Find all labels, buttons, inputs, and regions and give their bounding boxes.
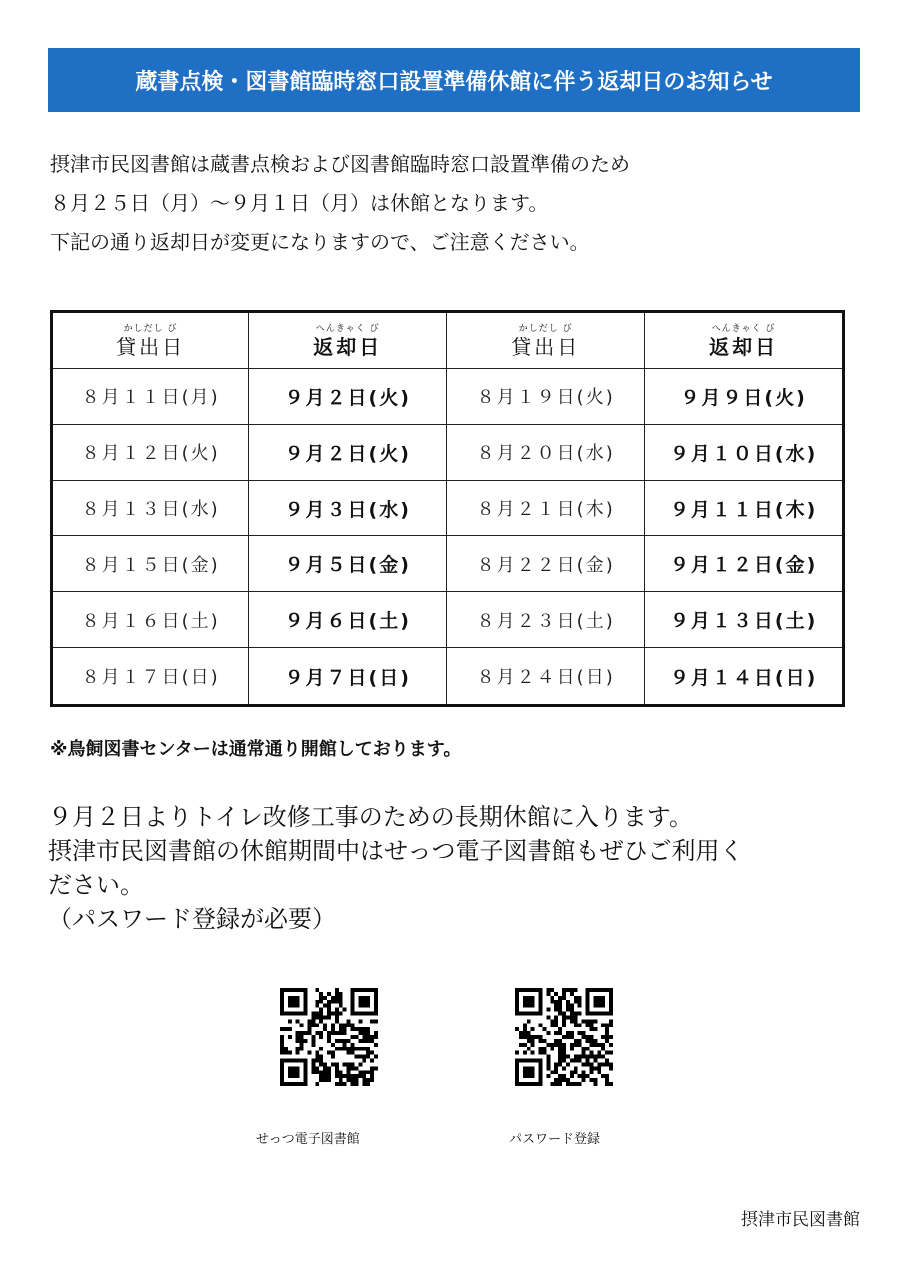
header-lending-date-2 — [447, 312, 645, 369]
intro-line-3: 下記の通り返却日が変更になりますので、ご注意ください。 — [50, 230, 590, 254]
lending-date-cell: ８月１２日(火) — [52, 424, 249, 480]
header-ruby: へんきゃく び — [711, 323, 776, 334]
lending-date-cell: ８月１６日(土) — [52, 592, 249, 648]
header-return-date-1 — [249, 312, 447, 369]
lending-date-cell: ８月２２日(金) — [447, 536, 645, 592]
return-date-cell: ９月２日(火) — [249, 424, 447, 480]
header-lending-date-1 — [52, 312, 249, 369]
repair-line-1: ９月２日よりトイレ改修工事のための長期休館に入ります。 — [48, 803, 693, 831]
return-date-cell: ９月１３日(土) — [645, 592, 844, 648]
return-date-cell: ９月９日(火) — [645, 369, 844, 425]
header-label: 返却日 — [709, 334, 779, 359]
intro-text — [50, 145, 630, 262]
notice-title: 蔵書点検・図書館臨時窓口設置準備休館に伴う返却日のお知らせ — [135, 69, 773, 95]
qr-label-denshi-library: せっつ電子図書館 — [256, 1132, 360, 1147]
intro-line-2: ８月２５日（月）〜９月１日（月）は休館となります。 — [50, 191, 549, 215]
return-date-cell: ９月３日(水) — [249, 480, 447, 536]
return-date-cell: ９月２日(火) — [249, 369, 447, 425]
lending-date-cell: ８月２４日(日) — [447, 648, 645, 706]
return-date-cell: ９月６日(土) — [249, 592, 447, 648]
table-row — [52, 480, 844, 536]
footer-library-name: 摂津市民図書館 — [741, 1210, 860, 1230]
repair-closure-notice — [48, 800, 868, 936]
repair-line-3: ださい。 — [48, 871, 144, 899]
repair-line-4: （パスワード登録が必要） — [48, 905, 336, 933]
return-date-cell: ９月７日(日) — [249, 648, 447, 706]
lending-date-cell: ８月１７日(日) — [52, 648, 249, 706]
table-row — [52, 369, 844, 425]
return-date-cell: ９月１４日(日) — [645, 648, 844, 706]
torikai-open-note: ※鳥飼図書センターは通常通り開館しております。 — [50, 739, 462, 760]
table-row — [52, 536, 844, 592]
lending-date-cell: ８月１９日(火) — [447, 369, 645, 425]
header-ruby: へんきゃく び — [315, 323, 380, 334]
qr-label-password-registration: パスワード登録 — [509, 1132, 601, 1147]
return-date-cell: ９月１２日(金) — [645, 536, 844, 592]
notice-title-banner — [48, 48, 860, 112]
table-row — [52, 424, 844, 480]
lending-date-cell: ８月２０日(水) — [447, 424, 645, 480]
header-label: 貸出日 — [116, 334, 186, 359]
return-date-table — [50, 310, 845, 707]
header-ruby: かしだし び — [518, 323, 573, 334]
repair-line-2: 摂津市民図書館の休館期間中はせっつ電子図書館もぜひご利用く — [48, 837, 744, 865]
header-label: 貸出日 — [511, 334, 581, 359]
intro-line-1: 摂津市民図書館は蔵書点検および図書館臨時窓口設置準備のため — [50, 152, 630, 176]
lending-date-cell: ８月２１日(木) — [447, 480, 645, 536]
return-date-cell: ９月１０日(水) — [645, 424, 844, 480]
lending-date-cell: ８月１３日(水) — [52, 480, 249, 536]
header-ruby: かしだし び — [123, 323, 178, 334]
table-row — [52, 592, 844, 648]
qr-code-password-registration[interactable] — [515, 988, 613, 1086]
qr-code-denshi-library[interactable] — [280, 988, 378, 1086]
return-date-cell: ９月１１日(木) — [645, 480, 844, 536]
table-header-row — [52, 312, 844, 369]
header-label: 返却日 — [313, 334, 383, 359]
header-return-date-2 — [645, 312, 844, 369]
lending-date-cell: ８月１５日(金) — [52, 536, 249, 592]
return-date-cell: ９月５日(金) — [249, 536, 447, 592]
lending-date-cell: ８月１１日(月) — [52, 369, 249, 425]
lending-date-cell: ８月２３日(土) — [447, 592, 645, 648]
table-row — [52, 648, 844, 706]
